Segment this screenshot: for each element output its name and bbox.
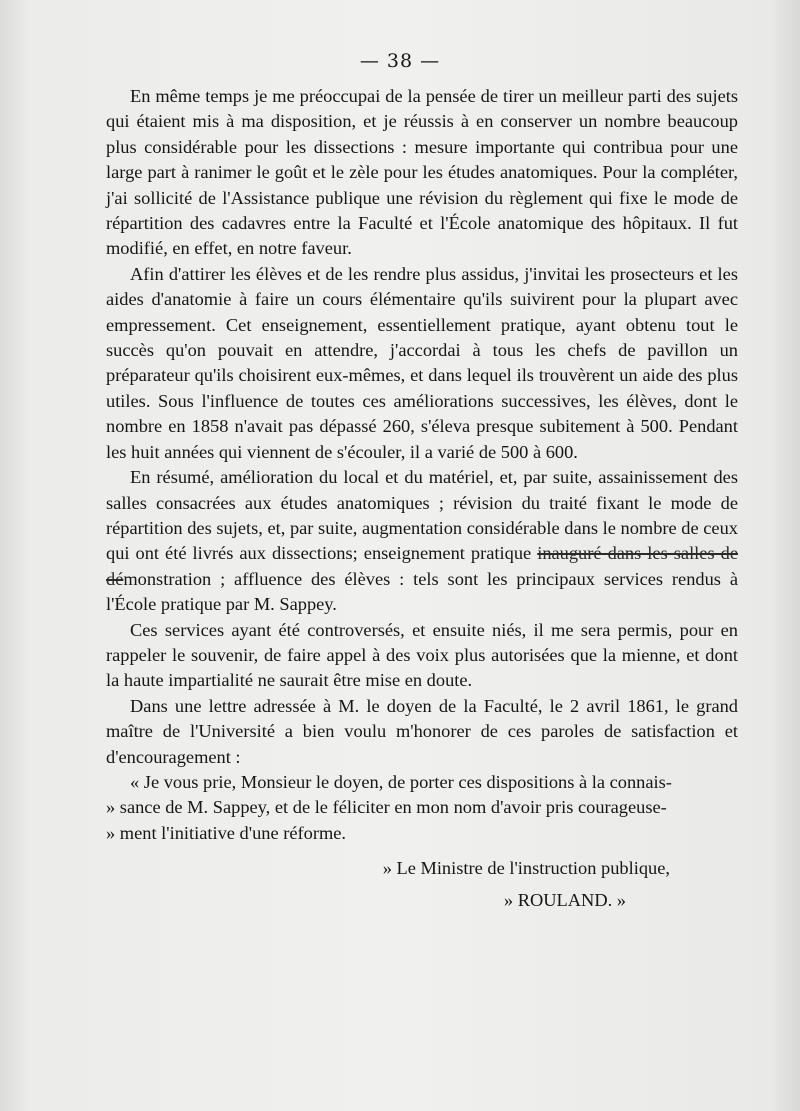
paragraph-4: Ces services ayant été controversés, et ensuite niés, il me sera permis, pour en rappeler le souvenir, de faire appel à des voix plus autorisées que la mienne, et dont la haute impartialité ne saurait être mise en doute.: [106, 619, 738, 691]
struck-text: inauguré dans les salles de dé: [106, 543, 738, 589]
quote-line-3: » ment l'initiative d'une réforme.: [106, 822, 347, 843]
body-text: [106, 84, 738, 913]
paragraph-5: Dans une lettre adressée à M. le doyen de la Faculté, le 2 avril 1861, le grand maître de l'Université a bien voulu m'honorer de ces paroles de satisfaction et d'encouragement :: [106, 695, 738, 767]
paragraph-3-end: monstration ; affluence des élèves : tels sont les principaux services rendus à l'École pratique par M. Sappey.: [106, 568, 738, 615]
paragraph-3-start: En résumé, amélioration du local et du matériel, et, par suite, assainissement des salles consacrées aux études anatomiques ; révision du traité fixant le mode de répartition des sujets, et, par suite, augmentation considérable dans le nombre de ceux qui ont été livrés aux dissections; enseignement pratique: [106, 467, 738, 564]
paragraph-2: Afin d'attirer les élèves et de les rendre plus assidus, j'invitai les prosecteurs et les aides d'anatomie à faire un cours élémentaire qu'ils suivirent pour la plupart avec empressement. Cet enseignement, essentiellement pratique, ayant obtenu tout le succès qu'on pouvait en attendre, j'accordai à tous les chefs de pavillon un préparateur qu'ils choisirent eux-mêmes, et dans lequel ils trouvèrent un aide des plus utiles. Sous l'influence de toutes ces améliorations successives, les élèves, dont le nombre en 1858 n'avait pas dépassé 260, s'éleva presque subitement à 500. Pendant les huit années qui viennent de s'écouler, il a varié de 500 à 600.: [106, 263, 738, 462]
quote-line-1: « Je vous prie, Monsieur le doyen, de porter ces dispositions à la connais-: [130, 771, 672, 792]
quote-line-2: » sance de M. Sappey, et de le féliciter en mon nom d'avoir pris courageuse-: [106, 797, 667, 818]
signature-name: » ROULAND. »: [503, 889, 626, 910]
paragraph-1: En même temps je me préoccupai de la pensée de tirer un meilleur parti des sujets qui étaient mis à ma disposition, et je réussis à en conserver un nombre beaucoup plus considérable pour les dissections : mesure importante qui contribua pour une large part à ranimer le goût et le zèle pour les études anatomiques. Pour la compléter, j'ai sollicité de l'Assistance publique une révision du règlement qui fixe le mode de répartition des cadavres entre la Faculté et l'École anatomique des hôpitaux. Il fut modifié, en effet, en notre faveur.: [106, 86, 738, 259]
page-number: — 38 —: [359, 50, 441, 72]
paragraph-3: [106, 465, 738, 617]
signature-title: » Le Ministre de l'instruction publique,: [382, 858, 670, 879]
